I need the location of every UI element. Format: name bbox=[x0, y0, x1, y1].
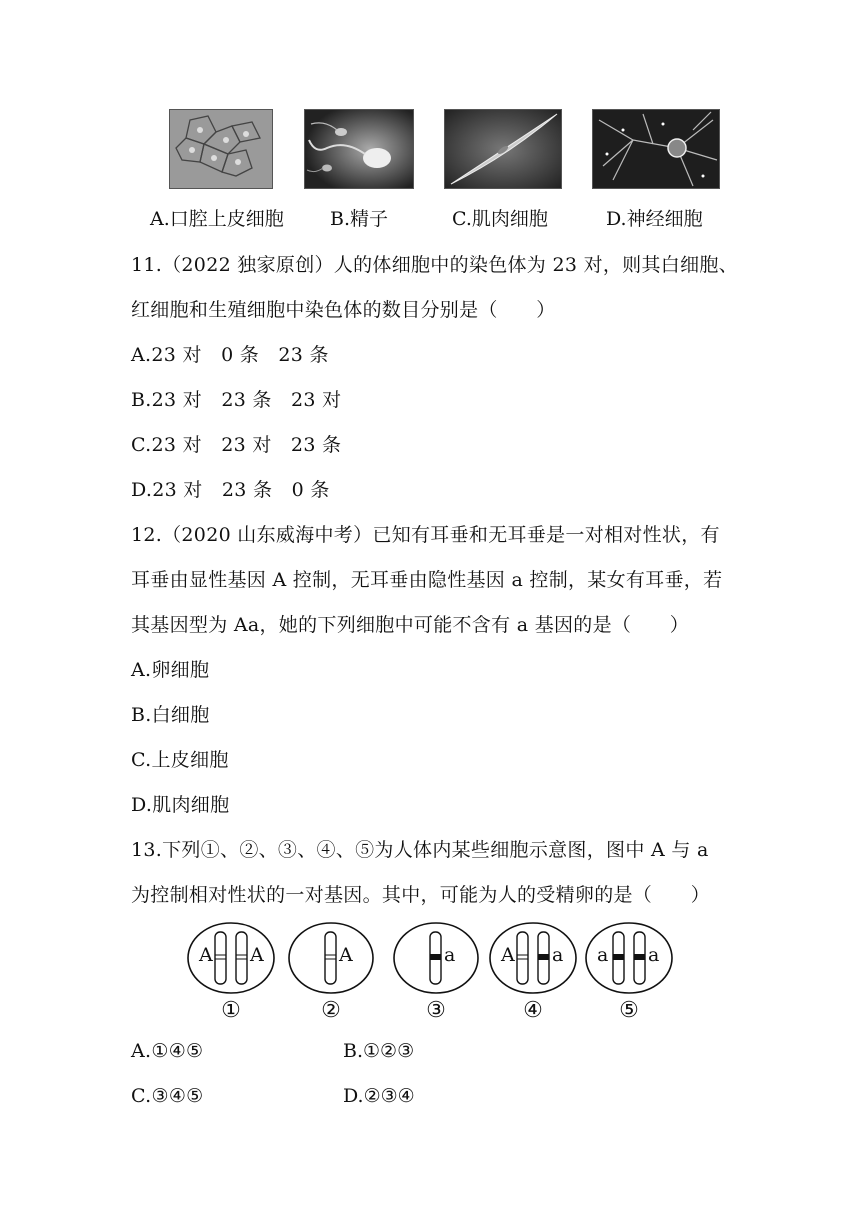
cell-5-right-gene: a bbox=[648, 944, 660, 966]
caption-nerve-cell: D.神经细胞 bbox=[606, 208, 703, 230]
cell-number-1: ① bbox=[221, 998, 241, 1023]
q13-stem-line-2: 为控制相对性状的一对基因。其中，可能为人的受精卵的是（ ） bbox=[131, 884, 711, 906]
muscle-cell-photo bbox=[444, 109, 562, 189]
caption-muscle-cell: C.肌肉细胞 bbox=[452, 208, 548, 230]
cell-number-5: ⑤ bbox=[619, 998, 639, 1023]
cell-diagram-2 bbox=[287, 920, 375, 1000]
cell-number-4: ④ bbox=[523, 998, 543, 1023]
q11-option-d[interactable]: D.23 对 23 条 0 条 bbox=[131, 479, 330, 501]
nerve-cell-photo bbox=[592, 109, 720, 189]
cell-1-right-gene: A bbox=[250, 944, 264, 966]
q12-option-b[interactable]: B.白细胞 bbox=[131, 704, 210, 726]
q11-stem-line-1: 11.（2022 独家原创）人的体细胞中的染色体为 23 对，则其白细胞、 bbox=[131, 254, 738, 276]
cell-2-right-gene: A bbox=[339, 944, 353, 966]
cell-diagram-1 bbox=[186, 920, 276, 1000]
q12-stem-line-2: 耳垂由显性基因 A 控制，无耳垂由隐性基因 a 控制，某女有耳垂，若 bbox=[131, 569, 723, 591]
cell-number-3: ③ bbox=[426, 998, 446, 1023]
cell-5-left-gene: a bbox=[597, 944, 609, 966]
cell-1-left-gene: A bbox=[199, 944, 213, 966]
cell-number-2: ② bbox=[321, 998, 341, 1023]
q12-stem-line-3: 其基因型为 Aa，她的下列细胞中可能不含有 a 基因的是（ ） bbox=[131, 614, 690, 636]
caption-oral-epithelial-cells: A.口腔上皮细胞 bbox=[150, 208, 284, 230]
q11-option-a[interactable]: A.23 对 0 条 23 条 bbox=[131, 344, 329, 366]
cell-4-left-gene: A bbox=[501, 944, 515, 966]
q11-option-b[interactable]: B.23 对 23 条 23 对 bbox=[131, 389, 342, 411]
cell-diagram-3 bbox=[392, 920, 480, 1000]
sperm-cells-photo bbox=[304, 109, 414, 189]
cell-3-right-gene: a bbox=[444, 944, 456, 966]
q12-option-c[interactable]: C.上皮细胞 bbox=[131, 749, 229, 771]
cell-4-right-gene: a bbox=[552, 944, 564, 966]
oral-epithelial-cells-photo bbox=[169, 109, 273, 189]
caption-sperm: B.精子 bbox=[330, 208, 389, 230]
q12-stem-line-1: 12.（2020 山东威海中考）已知有耳垂和无耳垂是一对相对性状，有 bbox=[131, 524, 720, 546]
q12-option-a[interactable]: A.卵细胞 bbox=[131, 659, 210, 681]
q11-option-c[interactable]: C.23 对 23 对 23 条 bbox=[131, 434, 342, 456]
q11-stem-line-2: 红细胞和生殖细胞中染色体的数目分别是（ ） bbox=[131, 299, 556, 321]
q13-stem-line-1: 13.下列①、②、③、④、⑤为人体内某些细胞示意图，图中 A 与 a bbox=[131, 839, 709, 861]
q13-option-b[interactable]: B.①②③ bbox=[343, 1040, 415, 1062]
q13-option-a[interactable]: A.①④⑤ bbox=[131, 1040, 204, 1062]
cell-diagram-4 bbox=[488, 920, 578, 1000]
q13-option-c[interactable]: C.③④⑤ bbox=[131, 1085, 204, 1107]
q13-option-d[interactable]: D.②③④ bbox=[343, 1085, 415, 1107]
cell-diagram-5 bbox=[584, 920, 674, 1000]
q12-option-d[interactable]: D.肌肉细胞 bbox=[131, 794, 230, 816]
